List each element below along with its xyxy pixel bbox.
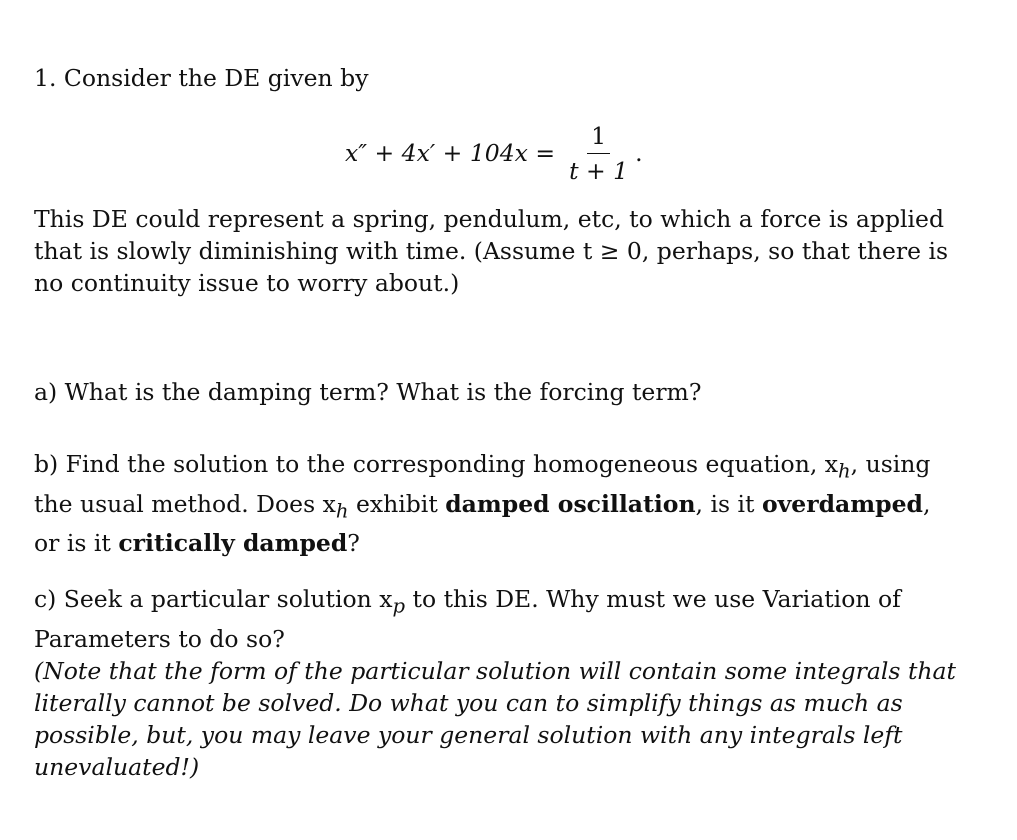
intro-line: This DE could represent a spring, pendulum, etc, to which a force is applied — [34, 205, 944, 233]
part-a-question: a) What is the damping term? What is the forcing term? — [34, 378, 702, 406]
part-c-line: c) Seek a particular solution $x_p$ to this DE. Why must we use Variation of — [34, 585, 901, 618]
bold-term: damped oscillation — [445, 489, 696, 518]
part-b-line: b) Find the solution to the corresponding homogeneous equation, $x_h$, using — [34, 450, 931, 483]
part-b-line: or is it critically damped? — [34, 529, 360, 558]
intro-line: no continuity issue to worry about.) — [34, 269, 460, 297]
part-c-note-line: (Note that the form of the particular solution will contain some integrals that — [34, 656, 956, 685]
equation-lhs: x″ + 4x′ + 104x = — [345, 139, 556, 167]
equation-denominator: t + 1 — [569, 156, 629, 185]
equation-numerator: 1 — [587, 123, 610, 154]
part-c-line: Parameters to do so? — [34, 624, 285, 653]
equation-fraction — [565, 123, 632, 184]
part-c-note-line: possible, but, you may leave your general solution with any integrals left — [34, 720, 903, 749]
part-c-question — [34, 583, 984, 783]
part-c-note-line: unevaluated!) — [34, 752, 200, 781]
part-b-question — [34, 448, 984, 559]
bold-term: critically damped — [118, 529, 348, 558]
intro-line: that is slowly diminishing with time. (Assume t ≥ 0, perhaps, so that there is — [34, 237, 949, 265]
differential-equation — [345, 118, 643, 188]
bold-term: overdamped — [761, 489, 923, 518]
part-b-line: the usual method. Does $x_h$ exhibit damped oscillation, is it overdamped, — [34, 489, 931, 523]
equation-period: . — [635, 139, 643, 167]
part-c-note-line: literally cannot be solved. Do what you can to simplify things as much as — [34, 688, 903, 717]
intro-paragraph — [34, 203, 984, 299]
problem-heading: 1. Consider the DE given by — [34, 64, 369, 92]
